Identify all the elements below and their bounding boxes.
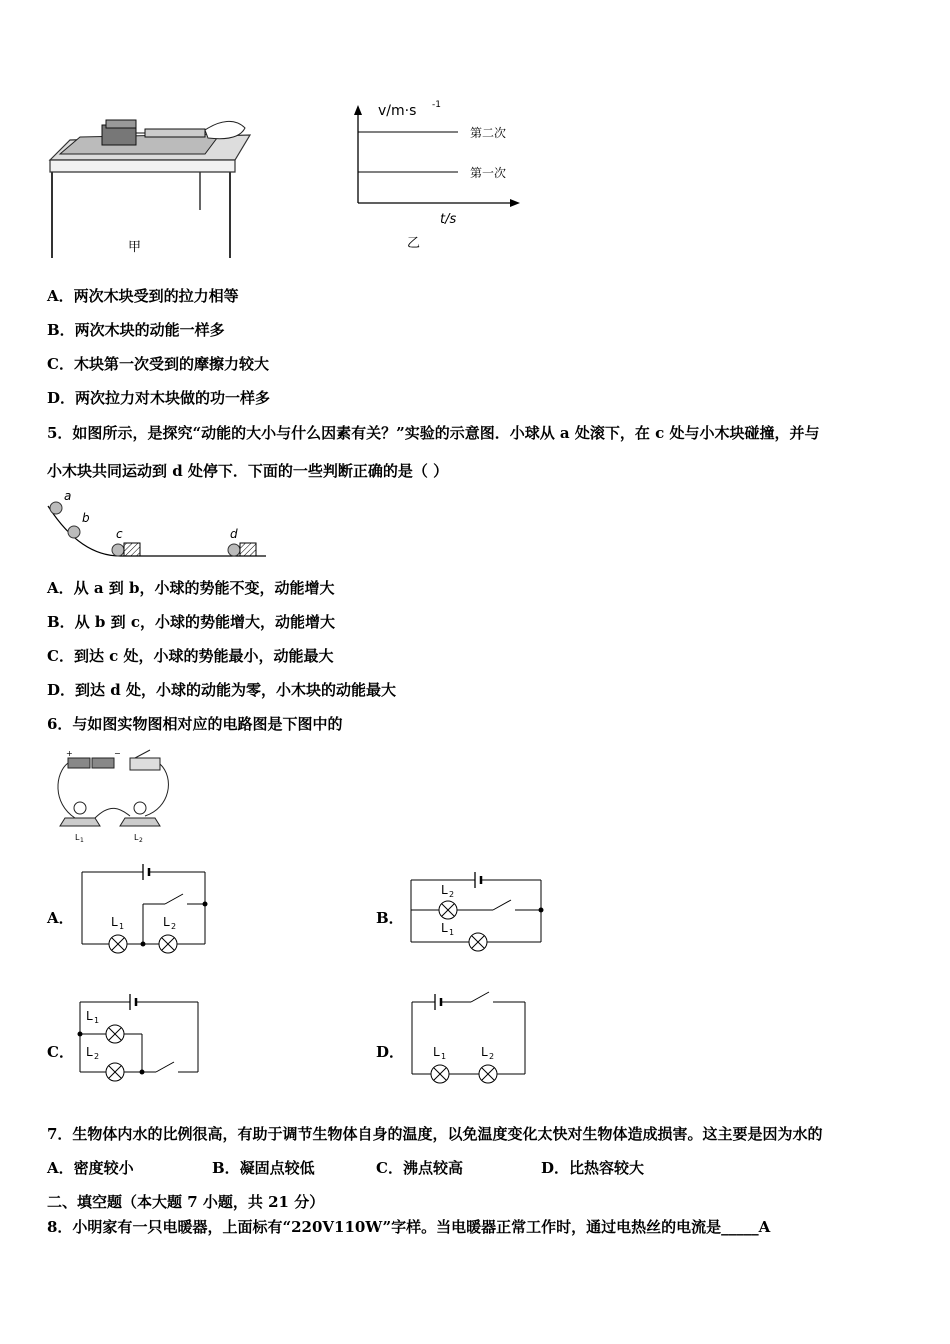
x-axis-label: t/s [440, 212, 457, 227]
q8-blank[interactable]: _____ [721, 1218, 759, 1236]
svg-text:L: L [86, 1009, 93, 1023]
q7-option-d: D．比热容较大 [541, 1159, 645, 1177]
label-second: 第二次 [470, 126, 507, 140]
q7-option-c: C．沸点较高 [376, 1159, 463, 1177]
q4-option-a: A．两次木块受到的拉力相等 [47, 287, 239, 305]
q8-unit: A [758, 1218, 771, 1236]
q5-option-d: D．到达 d 处，小球的动能为零，小木块的动能最大 [47, 681, 396, 699]
fig-jia-caption: 甲 [128, 240, 142, 255]
vt-graph [340, 95, 530, 255]
q6-circuit-c[interactable] [72, 990, 207, 1085]
physical-circuit-illustration [50, 748, 175, 843]
q5-stem-line1: 5．如图所示，是探究“动能的大小与什么因素有关？”实验的示意图．小球从 a 处滚下，在 c 处与小木块碰撞，并与 [47, 424, 820, 442]
ball-a [50, 502, 62, 514]
q7-option-a: A．密度较小 [47, 1159, 134, 1177]
svg-text:2: 2 [171, 922, 177, 931]
q6-photo [50, 748, 175, 843]
photo-plus: + [66, 749, 73, 758]
photo-l1-sub: 1 [80, 837, 84, 843]
q5-option-a: A．从 a 到 b，小球的势能不变，动能增大 [47, 579, 335, 597]
label-c: c [116, 527, 123, 541]
q8-stem [47, 1217, 770, 1237]
svg-text:2: 2 [449, 890, 455, 899]
q6-stem: 6．与如图实物图相对应的电路图是下图中的 [47, 715, 343, 733]
label-b: b [82, 511, 90, 525]
ball-c [112, 544, 124, 556]
svg-text:L: L [163, 915, 170, 929]
svg-text:2: 2 [94, 1052, 100, 1061]
photo-minus: − [114, 749, 121, 758]
q7-stem: 7．生物体内水的比例很高，有助于调节生物体自身的温度，以免温度变化太快对生物体造成损害。这主要是因为水的 [47, 1125, 823, 1143]
ball-d [228, 544, 240, 556]
apparatus-illustration [40, 110, 260, 260]
q5-figure [40, 488, 280, 563]
label-first: 第一次 [470, 166, 507, 180]
ball-b [68, 526, 80, 538]
svg-text:L: L [86, 1045, 93, 1059]
svg-text:1: 1 [119, 922, 125, 931]
svg-text:1: 1 [441, 1052, 447, 1061]
q6-option-a-label[interactable]: A． [47, 909, 74, 927]
fig-yi-caption: 乙 [407, 236, 421, 251]
svg-text:1: 1 [94, 1016, 100, 1025]
q6-option-c-label[interactable]: C． [47, 1043, 74, 1061]
section2-title: 二、填空题（本大题 7 小题，共 21 分） [47, 1193, 325, 1211]
q6-option-b-label[interactable]: B． [376, 909, 404, 927]
figure-jia [40, 110, 260, 260]
y-axis-exponent: -1 [432, 100, 441, 110]
q6-circuit-b[interactable] [405, 862, 550, 957]
label-d: d [230, 527, 238, 541]
label-a: a [64, 489, 72, 503]
block-c [124, 543, 140, 556]
svg-text:L: L [111, 915, 118, 929]
photo-l2: L [134, 833, 139, 842]
q4-option-b: B．两次木块的动能一样多 [47, 321, 225, 339]
svg-text:L: L [433, 1045, 440, 1059]
svg-text:L: L [441, 883, 448, 897]
y-axis-label: v/m·s [378, 103, 417, 119]
svg-text:2: 2 [489, 1052, 495, 1061]
q6-circuit-d[interactable] [405, 990, 535, 1085]
photo-l1: L [75, 833, 80, 842]
q4-option-d: D．两次拉力对木块做的功一样多 [47, 389, 271, 407]
q4-option-c: C．木块第一次受到的摩擦力较大 [47, 355, 269, 373]
figure-yi [340, 95, 530, 255]
photo-l2-sub: 2 [139, 837, 143, 843]
q5-option-b: B．从 b 到 c，小球的势能增大，动能增大 [47, 613, 335, 631]
q6-circuit-a[interactable] [75, 858, 215, 958]
ramp-diagram [40, 488, 280, 563]
block-d [240, 543, 256, 556]
svg-text:L: L [481, 1045, 488, 1059]
q8-text: 8．小明家有一只电暖器，上面标有“220V110W”字样。当电暖器正常工作时，通过电热丝的电流是 [47, 1218, 722, 1236]
q5-stem-line2: 小木块共同运动到 d 处停下．下面的一些判断正确的是（ ） [47, 462, 449, 480]
svg-text:L: L [441, 921, 448, 935]
q7-option-b: B．凝固点较低 [212, 1159, 315, 1177]
q6-option-d-label[interactable]: D． [376, 1043, 405, 1061]
svg-text:1: 1 [449, 928, 455, 937]
q5-option-c: C．到达 c 处，小球的势能最小，动能最大 [47, 647, 334, 665]
